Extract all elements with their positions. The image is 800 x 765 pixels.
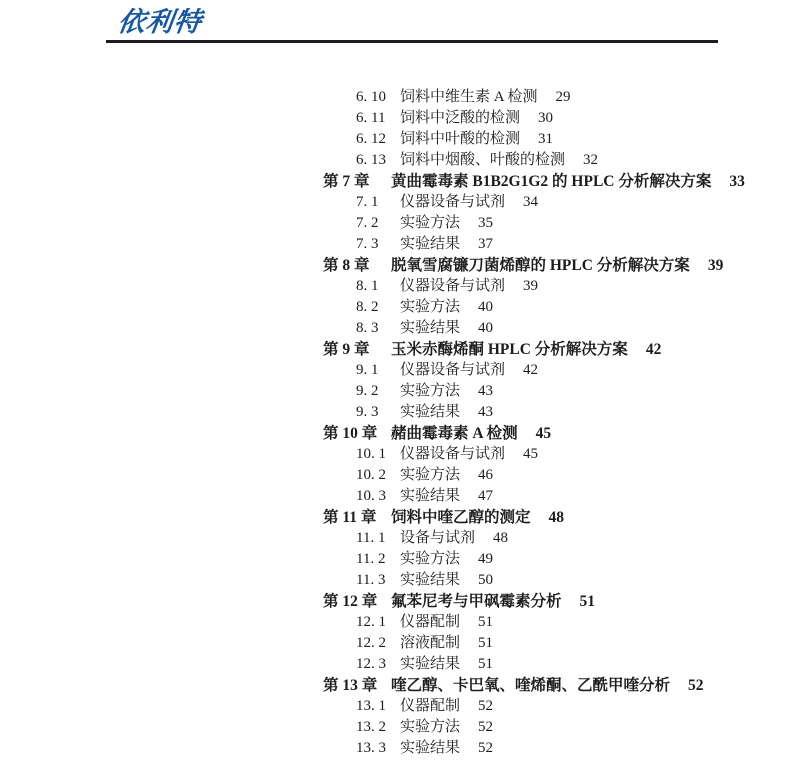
toc-item-row [0, 234, 800, 255]
toc-entry-title: 喹乙醇、卡巴氧、喹烯酮、乙酰甲喹分析 [391, 677, 671, 694]
toc-entry-page: 42 [645, 341, 662, 358]
toc-entry-page: 51 [579, 593, 596, 610]
toc-entry-page: 51 [478, 656, 494, 672]
toc-entry-page: 39 [707, 257, 724, 274]
toc-entry-title: 玉米赤酶烯酮 HPLC 分析解决方案 [391, 341, 628, 358]
toc-entry-page: 35 [478, 215, 494, 231]
toc-item-row [0, 360, 800, 381]
toc-entry-page: 46 [478, 467, 494, 483]
toc-entry-number: 9. 3 [356, 404, 379, 420]
toc-entry-number: 11. 1 [356, 530, 386, 546]
toc-item-row [0, 717, 800, 738]
toc-entry-number: 6. 13 [356, 152, 386, 168]
toc-item-row [0, 696, 800, 717]
toc-entry-title: 仪器设备与试剂 [400, 446, 506, 462]
toc-entry-number: 6. 11 [356, 110, 386, 126]
toc-entry-title: 仪器配制 [400, 614, 461, 630]
toc-entry-title: 仪器设备与试剂 [400, 278, 506, 294]
three-stripes-icon [204, 13, 221, 31]
toc-chapter-row [0, 675, 800, 696]
toc-entry-number: 11. 2 [356, 551, 386, 567]
toc-item-row [0, 549, 800, 570]
toc-entry-page: 47 [478, 488, 494, 504]
toc-entry-page: 30 [538, 110, 554, 126]
toc-entry-number: 第 12 章 [323, 593, 378, 610]
toc-item-row [0, 570, 800, 591]
toc-entry-number: 7. 3 [356, 236, 379, 252]
toc-chapter-row [0, 171, 800, 192]
toc-entry-number: 7. 2 [356, 215, 379, 231]
toc-entry-number: 13. 3 [356, 740, 386, 756]
toc-entry-page: 40 [478, 320, 494, 336]
toc-entry-page: 52 [688, 677, 704, 694]
toc-item-row [0, 192, 800, 213]
toc-entry-page: 52 [478, 698, 494, 714]
toc-entry-title: 黄曲霉毒素 B1B2G1G2 的 HPLC 分析解决方案 [391, 173, 712, 190]
toc-entry-title: 饲料中烟酸、叶酸的检测 [400, 152, 566, 168]
toc-entry-page: 50 [478, 572, 494, 588]
toc-chapter-row [0, 255, 800, 276]
toc-entry-title: 实验方法 [400, 299, 461, 315]
toc-entry-page: 45 [535, 425, 552, 442]
toc-entry-title: 氟苯尼考与甲砜霉素分析 [391, 593, 562, 610]
toc-item-row [0, 654, 800, 675]
toc-entry-title: 实验方法 [400, 719, 461, 735]
toc-entry-number: 第 13 章 [323, 677, 378, 694]
toc-entry-title: 饲料中维生素 A 检测 [400, 89, 538, 105]
toc-chapter-row [0, 339, 800, 360]
toc-entry-page: 45 [523, 446, 539, 462]
toc-entry-number: 第 10 章 [323, 425, 378, 442]
toc-item-row [0, 108, 800, 129]
toc-entry-number: 12. 1 [356, 614, 386, 630]
toc-entry-number: 12. 2 [356, 635, 386, 651]
toc-entry-number: 6. 10 [356, 89, 386, 105]
toc-entry-title: 实验方法 [400, 467, 461, 483]
toc-item-row [0, 612, 800, 633]
toc-item-row [0, 444, 800, 465]
toc-entry-title: 仪器配制 [400, 698, 461, 714]
toc-entry-number: 第 9 章 [323, 341, 370, 358]
toc-entry-title: 实验结果 [400, 740, 461, 756]
toc-entry-title: 实验结果 [400, 572, 461, 588]
toc-entry-title: 饲料中喹乙醇的测定 [391, 509, 531, 526]
toc-entry-title: 实验结果 [400, 404, 461, 420]
toc-item-row [0, 738, 800, 759]
toc-entry-page: 43 [478, 404, 494, 420]
toc-entry-title: 实验结果 [400, 236, 461, 252]
toc-entry-page: 34 [523, 194, 539, 210]
toc-entry-number: 10. 1 [356, 446, 386, 462]
header-logo [115, 6, 217, 38]
toc-entry-number: 13. 1 [356, 698, 386, 714]
toc-entry-number: 12. 3 [356, 656, 386, 672]
toc-entry-title: 脱氧雪腐镰刀菌烯醇的 HPLC 分析解决方案 [391, 257, 690, 274]
toc-entry-number: 9. 1 [356, 362, 379, 378]
toc-entry-page: 29 [555, 89, 571, 105]
toc-entry-title: 设备与试剂 [400, 530, 476, 546]
toc-item-row [0, 381, 800, 402]
toc-entry-title: 实验方法 [400, 383, 461, 399]
toc-entry-title: 实验结果 [400, 656, 461, 672]
toc-entry-title: 赭曲霉毒素 A 检测 [391, 425, 518, 442]
toc-item-row [0, 465, 800, 486]
toc-item-row [0, 318, 800, 339]
toc-entry-title: 仪器设备与试剂 [400, 194, 506, 210]
toc-entry-page: 39 [523, 278, 539, 294]
toc-entry-title: 仪器设备与试剂 [400, 362, 506, 378]
toc-entry-title: 饲料中泛酸的检测 [400, 110, 521, 126]
toc-chapter-row [0, 507, 800, 528]
toc-item-row [0, 129, 800, 150]
toc-entry-number: 8. 1 [356, 278, 379, 294]
toc-entry-number: 第 7 章 [323, 173, 370, 190]
toc-item-row [0, 402, 800, 423]
toc-item-row [0, 87, 800, 108]
toc-entry-title: 实验方法 [400, 215, 461, 231]
toc-entry-page: 31 [538, 131, 554, 147]
toc-entry-page: 37 [478, 236, 494, 252]
toc-entry-number: 9. 2 [356, 383, 379, 399]
toc-item-row [0, 297, 800, 318]
toc-chapter-row [0, 423, 800, 444]
toc-entry-number: 7. 1 [356, 194, 379, 210]
toc-entry-page: 51 [478, 635, 494, 651]
toc-entry-number: 8. 2 [356, 299, 379, 315]
toc-entry-page: 40 [478, 299, 494, 315]
toc-entry-number: 第 8 章 [323, 257, 370, 274]
toc-item-row [0, 213, 800, 234]
toc-entry-number: 11. 3 [356, 572, 386, 588]
toc-item-row [0, 150, 800, 171]
toc-item-row [0, 276, 800, 297]
toc-entry-title: 饲料中叶酸的检测 [400, 131, 521, 147]
toc-entry-title: 实验结果 [400, 488, 461, 504]
toc-entry-page: 32 [583, 152, 599, 168]
toc-entry-number: 第 11 章 [323, 509, 377, 526]
toc [0, 87, 800, 759]
toc-item-row [0, 633, 800, 654]
logo-text: 依利特 [115, 7, 205, 37]
toc-item-row [0, 528, 800, 549]
toc-entry-page: 48 [493, 530, 509, 546]
toc-entry-page: 51 [478, 614, 494, 630]
toc-entry-title: 溶液配制 [400, 635, 461, 651]
toc-chapter-row [0, 591, 800, 612]
toc-entry-number: 13. 2 [356, 719, 386, 735]
toc-entry-page: 49 [478, 551, 494, 567]
toc-entry-page: 43 [478, 383, 494, 399]
toc-entry-number: 6. 12 [356, 131, 386, 147]
header-rule-divider [106, 40, 718, 43]
toc-entry-page: 42 [523, 362, 539, 378]
toc-entry-title: 实验方法 [400, 551, 461, 567]
toc-entry-page: 48 [548, 509, 565, 526]
toc-entry-number: 8. 3 [356, 320, 379, 336]
toc-item-row [0, 486, 800, 507]
toc-entry-number: 10. 3 [356, 488, 386, 504]
toc-entry-page: 52 [478, 740, 494, 756]
toc-entry-title: 实验结果 [400, 320, 461, 336]
toc-entry-page: 33 [729, 173, 745, 190]
toc-entry-number: 10. 2 [356, 467, 386, 483]
toc-entry-page: 52 [478, 719, 494, 735]
